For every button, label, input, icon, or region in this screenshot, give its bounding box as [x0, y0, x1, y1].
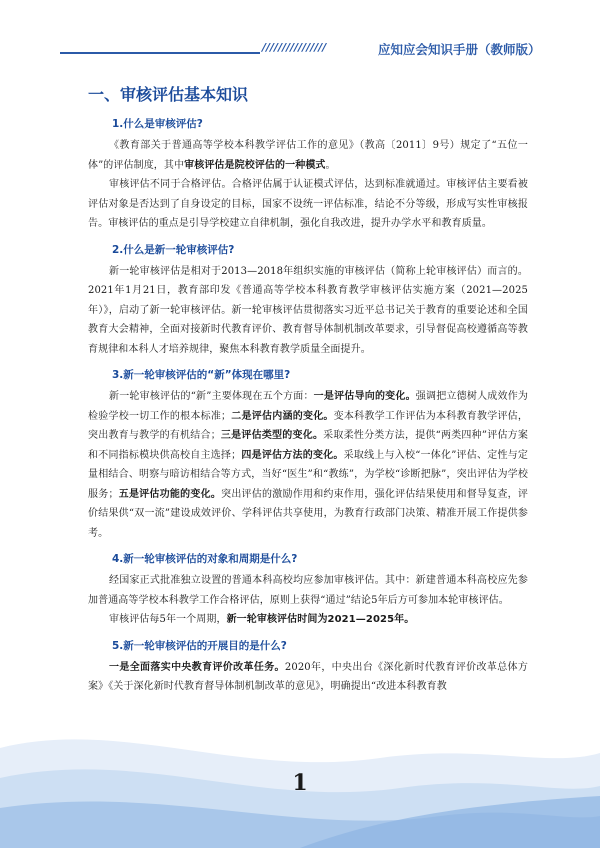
body-paragraph: [88, 262, 528, 360]
text-run: 审核评估不同于合格评估。合格评估属于认证模式评估，达到标准就通过。审核评估主要看被评估对象是否达到了自身设定的目标，国家不设统一评估标准，结论不分等级，形成写实性审核报告。审核评估的重点是引导学校建立自律机制，强化自我改进，提升办学水平和教育质量。: [88, 179, 528, 229]
text-run: 2020年，中央出台《深化新时代教育评价改革总体方案》《关于深化新时代教育督导体制机制改革的意见》，明确提出“改进本科教育教: [88, 661, 529, 692]
bold-text-run: 一是评估导向的变化。: [313, 391, 416, 402]
bold-text-run: 新一轮审核评估时间为2021—2025年。: [226, 614, 415, 625]
page-number: 1: [292, 770, 308, 796]
body-paragraph: [88, 658, 528, 697]
body-paragraph: [88, 571, 528, 610]
header-rule: [60, 52, 260, 54]
bold-text-run: 三是评估类型的变化。: [220, 430, 324, 441]
text-run: 采取柔性分类方法，提供“两类四种”评估方案和不同指标模块供高校自主选择；: [88, 430, 528, 461]
section-heading: 一、审核评估基本知识: [88, 85, 249, 104]
question-heading: 3.新一轮审核评估的“新”体现在哪里?: [112, 369, 291, 381]
text-run: 突出评估的激励作用和约束作用，强化评估结果使用和督导复查，评价结果供“双一流”建设成效评价、学科评估共享使用，为教育行政部门决策、精准开展工作提供参考。: [88, 488, 529, 539]
text-run: 《教育部关于普通高等学校本科教学评估工作的意见》（教高〔2011〕9号）规定了“五位一体”的评估制度，其中: [88, 140, 528, 171]
question-heading: 2.什么是新一轮审核评估?: [112, 243, 235, 256]
bold-text-run: 二是评估内涵的变化。: [231, 410, 334, 422]
body-paragraph: [88, 175, 528, 234]
text-run: 新一轮审核评估是相对于2013—2018年组织实施的审核评估（简称上轮审核评估）而言的。2021年1月21日，教育部印发《普通高等学校本科教育教学审核评估实施方案（2021—2025年）》，启动了新一轮审核评估。新一轮审核评估贯彻落实习近平总书记关于教育的重要论述和全国教育大会精神，全面对接新时代教育评价、教育督导体制机制改革要求，引导督促高校遵循高等教育规律和本科人才培养规律，聚焦本科教育教学质量全面提升。: [88, 265, 528, 355]
header-slashes: ////////////////: [262, 41, 327, 54]
question-heading: 4.新一轮审核评估的对象和周期是什么?: [112, 553, 298, 565]
bold-text-run: 四是评估方法的变化。: [241, 449, 344, 461]
document-body: [88, 108, 528, 697]
text-run: 经国家正式批准独立设置的普通本科高校均应参加审核评估。其中：新建普通本科高校应先参加普通高等学校本科教学工作合格评估，原则上获得“通过”结论5年后方可参加本轮审核评估。: [88, 575, 528, 606]
question-heading: 5.新一轮审核评估的开展目的是什么?: [112, 639, 287, 652]
text-run: 。: [325, 159, 336, 171]
body-paragraph: [88, 136, 528, 175]
text-run: 新一轮审核评估的“新”主要体现在五个方面：: [109, 391, 314, 402]
bold-text-run: 一是全面落实中央教育评价改革任务。: [109, 661, 285, 673]
text-run: 变本科教学工作评估为本科教育教学评估，突出教育与教学的有机结合；: [88, 410, 529, 441]
question-heading: 1.什么是审核评估?: [112, 118, 203, 130]
text-run: 审核评估每5年一个周期，: [109, 614, 227, 625]
text-run: 采取线上与入校“一体化”评估、定性与定量相结合、明察与暗访相结合等方式，当好“医生”和“教练”，为学校“诊断把脉”，突出评估为学校服务；: [88, 449, 528, 500]
body-paragraph: [88, 387, 528, 543]
header-title: 应知应会知识手册（教师版）: [378, 42, 541, 57]
text-run: 强调把立德树人成效作为检验学校一切工作的根本标准；: [88, 391, 529, 422]
body-paragraph: [88, 610, 528, 630]
bold-text-run: 五是评估功能的变化。: [118, 488, 222, 500]
bold-text-run: 审核评估是院校评估的一种模式: [184, 159, 326, 171]
